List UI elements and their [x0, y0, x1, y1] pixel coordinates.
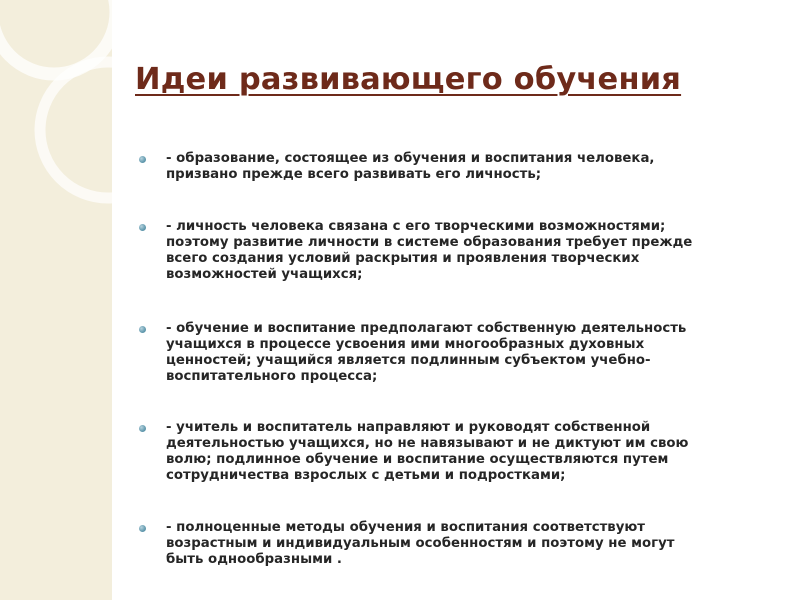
bullet-text: - полноценные методы обучения и воспитания соответствуют возрастным и индивидуальным особенностям и поэтому не могут быть однообразными . [166, 520, 675, 567]
bullet-dot-icon [139, 525, 146, 532]
decorative-circles [0, 0, 112, 600]
bullet-text: - образование, состоящее из обучения и воспитания человека, призвано прежде всего развивать его личность; [166, 151, 655, 182]
slide-title: Идеи развивающего обучения [135, 62, 682, 97]
bullet-item [135, 420, 785, 484]
bullet-text: - учитель и воспитатель направляют и руководят собственной деятельностью учащихся, но не навязывают и не диктуют им свою волю; подлинное обучение и воспитание осуществляются путем сотрудничества взрослых с детьми и подростками; [166, 420, 689, 483]
decorative-circle-middle [40, 62, 112, 198]
bullet-dot-icon [139, 425, 146, 432]
bullet-text: - личность человека связана с его творческими возможностями; поэтому развитие личности в системе образования требует прежде всего создания условий раскрытия и проявления творческих возможностей учащихся; [166, 219, 693, 282]
bullet-dot-icon [139, 224, 146, 231]
decorative-side-band [0, 0, 112, 600]
bullet-item [135, 219, 785, 283]
bullet-item [135, 321, 785, 385]
bullet-dot-icon [139, 156, 146, 163]
bullet-item [135, 520, 785, 568]
bullet-dot-icon [139, 326, 146, 333]
bullet-item [135, 151, 785, 183]
bullet-text: - обучение и воспитание предполагают собственную деятельность учащихся в процессе усвоения ими многообразных духовных ценностей; учащийся является подлинным субъектом учебно- воспитательного процесса; [166, 321, 687, 384]
